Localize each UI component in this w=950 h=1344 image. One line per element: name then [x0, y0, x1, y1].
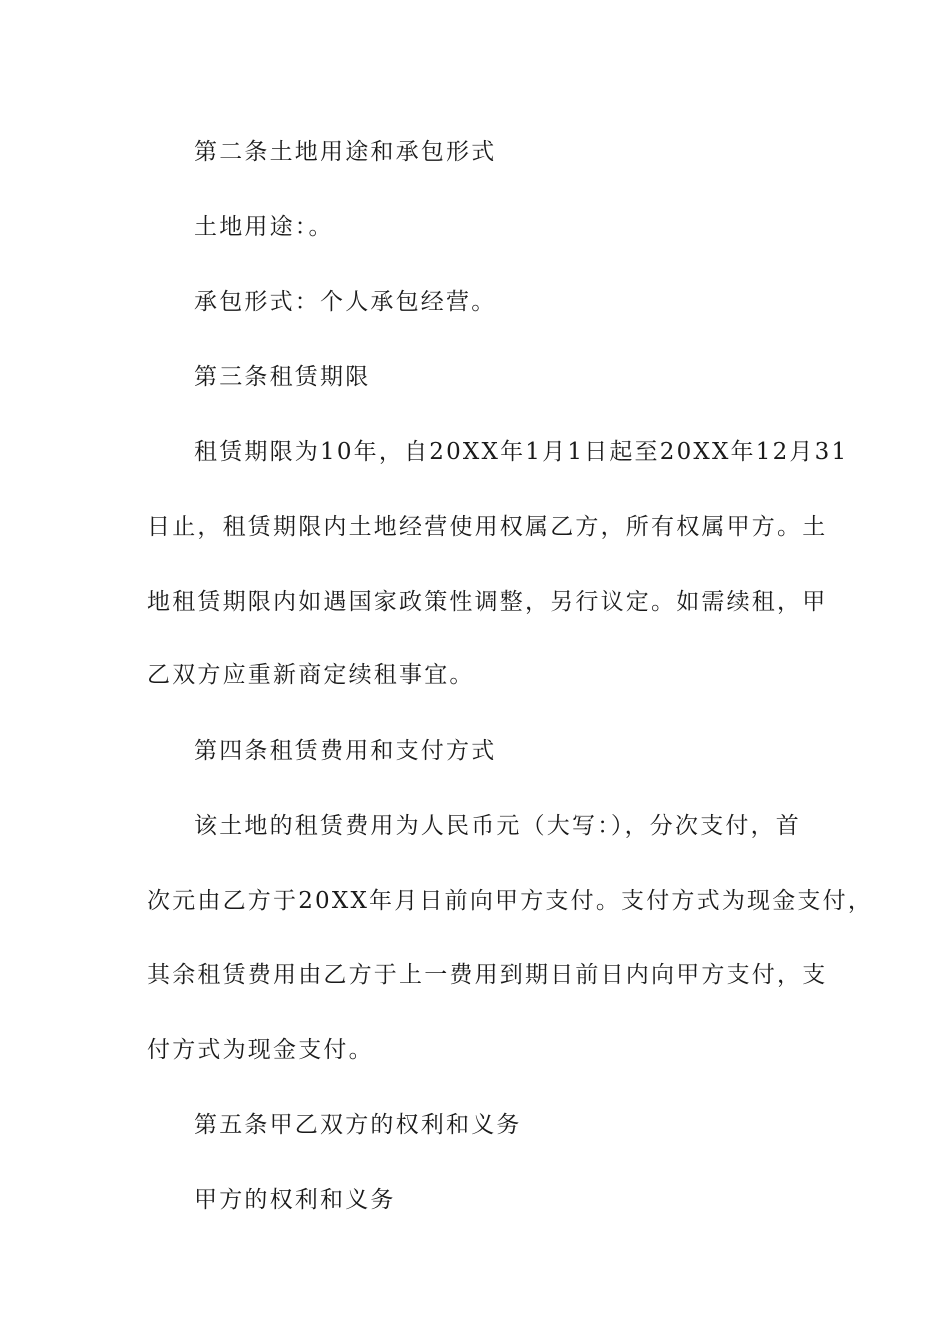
contract-form-line: 承包形式：个人承包经营。: [194, 289, 497, 315]
lease-term-paragraph-line-3: 地租赁期限内如遇国家政策性调整，另行议定。如需续租，甲: [147, 589, 828, 615]
fee-paragraph-line-2: 次元由乙方于20XX年月日前向甲方支付。支付方式为现金支付，: [147, 888, 874, 914]
article-2-heading: 第二条土地用途和承包形式: [194, 139, 497, 165]
fee-paragraph-line-1: 该土地的租赁费用为人民币元（大写：），分次支付，首: [194, 813, 801, 839]
lease-term-paragraph-line-4: 乙双方应重新商定续租事宜。: [147, 662, 475, 688]
fee-paragraph-line-3: 其余租赁费用由乙方于上一费用到期日前日内向甲方支付，支: [147, 962, 828, 988]
article-5-heading: 第五条甲乙双方的权利和义务: [194, 1112, 522, 1138]
fee-paragraph-line-4: 付方式为现金支付。: [147, 1037, 374, 1063]
article-3-heading: 第三条租赁期限: [194, 364, 371, 390]
article-4-heading: 第四条租赁费用和支付方式: [194, 738, 497, 764]
lease-term-paragraph-line-2: 日止，租赁期限内土地经营使用权属乙方，所有权属甲方。土: [147, 514, 828, 540]
party-a-rights-heading: 甲方的权利和义务: [194, 1187, 396, 1213]
land-use-line: 土地用途：。: [194, 214, 334, 240]
lease-term-paragraph-line-1: 租赁期限为10年，自20XX年1月1日起至20XX年12月31: [194, 439, 849, 465]
